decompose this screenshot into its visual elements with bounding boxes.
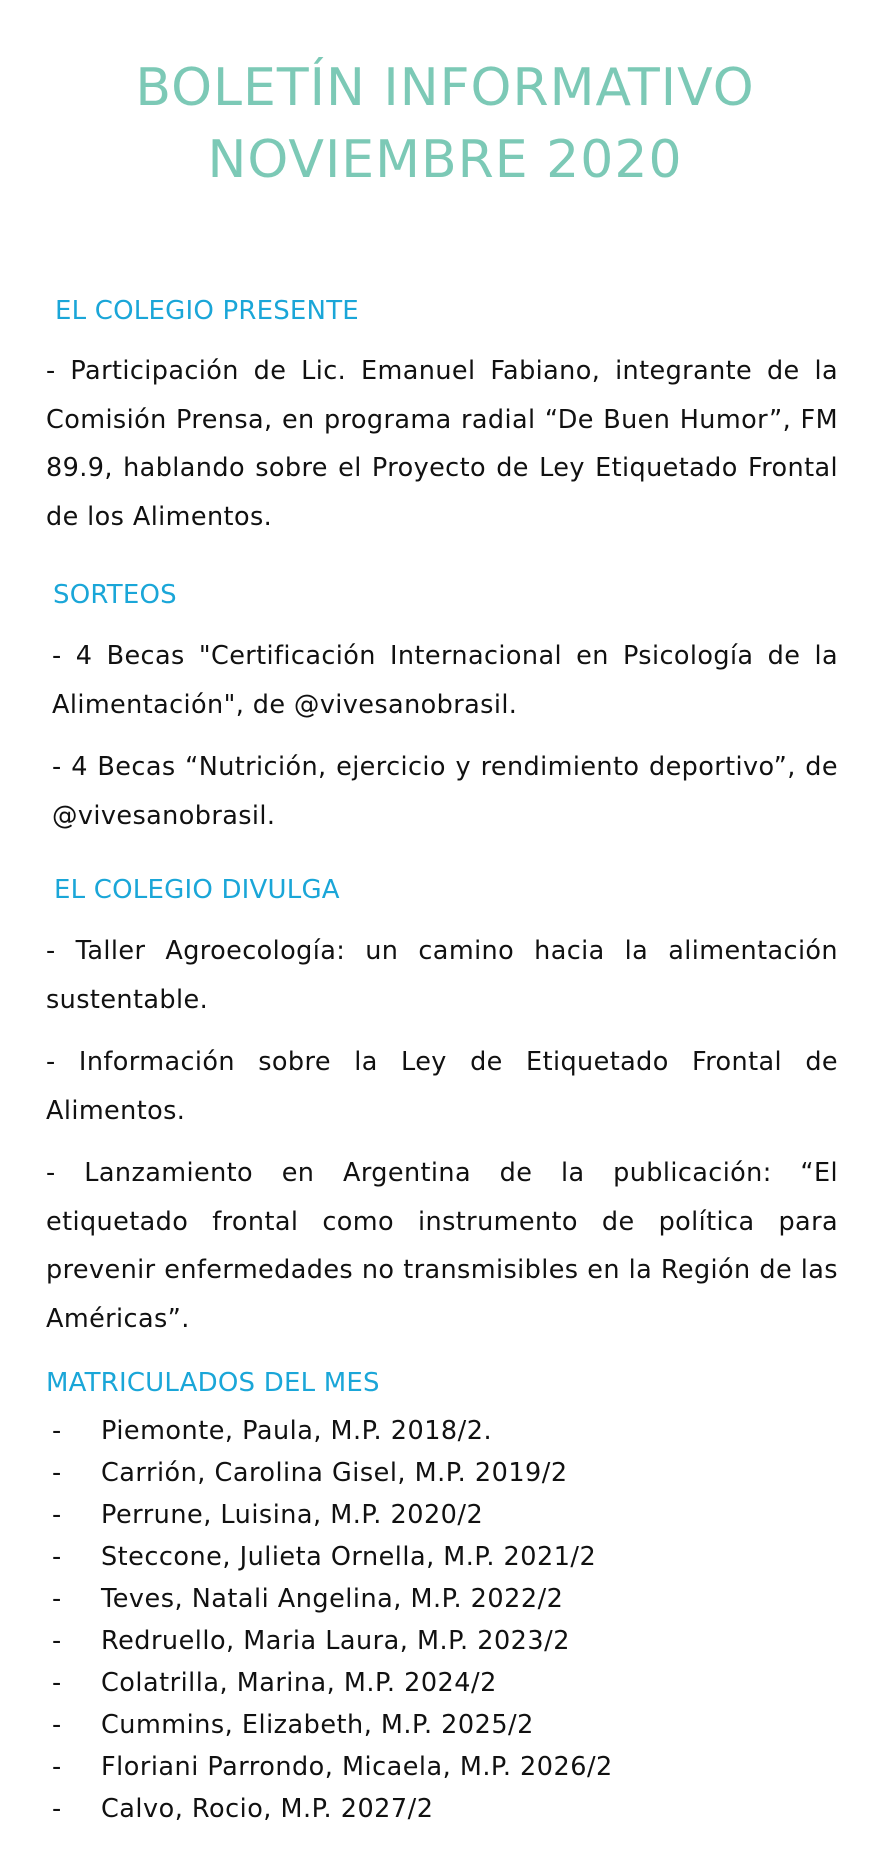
presente-item-1: - Participación de Lic. Emanuel Fabiano, integrante de la Comisión Prensa, en programa radial “De Buen Humor”, FM 89.9, hablando sobre el Proyecto de Ley Etiquetado Frontal de los Alimentos. — [46, 356, 838, 532]
list-item — [52, 1620, 613, 1662]
list-item — [52, 1536, 613, 1578]
list-dash: - — [52, 1794, 62, 1824]
list-item — [52, 1578, 613, 1620]
list-dash: - — [52, 1542, 62, 1572]
heading-matriculados: MATRICULADOS DEL MES — [46, 1368, 380, 1398]
heading-colegio-divulga: EL COLEGIO DIVULGA — [54, 875, 340, 905]
sorteos-item-1: - 4 Becas "Certificación Internacional en Psicología de la Alimentación", de @vivesanobrasil. — [52, 641, 838, 720]
list-item — [52, 1704, 613, 1746]
list-item-text: Piemonte, Paula, M.P. 2018/2. — [101, 1416, 493, 1446]
list-item — [52, 1410, 613, 1452]
title-line-1: BOLETÍN INFORMATIVO — [135, 58, 755, 118]
list-dash: - — [52, 1626, 62, 1656]
sorteos-item-2: - 4 Becas “Nutrición, ejercicio y rendimiento deportivo”, de @vivesanobrasil. — [52, 752, 838, 831]
title-line-2: NOVIEMBRE 2020 — [207, 130, 683, 190]
divulga-item-1: - Taller Agroecología: un camino hacia la alimentación sustentable. — [46, 936, 838, 1015]
list-dash: - — [52, 1584, 62, 1614]
list-item-text: Floriani Parrondo, Micaela, M.P. 2026/2 — [101, 1752, 613, 1782]
list-dash: - — [52, 1752, 62, 1782]
list-item — [52, 1662, 613, 1704]
list-dash: - — [52, 1458, 62, 1488]
heading-colegio-presente: EL COLEGIO PRESENTE — [55, 296, 359, 326]
list-item-text: Perrune, Luisina, M.P. 2020/2 — [101, 1500, 484, 1530]
list-item-text: Colatrilla, Marina, M.P. 2024/2 — [101, 1668, 497, 1698]
list-item-text: Calvo, Rocio, M.P. 2027/2 — [101, 1794, 434, 1824]
list-item-text: Steccone, Julieta Ornella, M.P. 2021/2 — [101, 1542, 597, 1572]
newsletter-title — [0, 52, 890, 196]
list-item — [52, 1788, 613, 1830]
list-item-text: Teves, Natali Angelina, M.P. 2022/2 — [101, 1584, 564, 1614]
list-item-text: Carrión, Carolina Gisel, M.P. 2019/2 — [101, 1458, 568, 1488]
list-item-text: Cummins, Elizabeth, M.P. 2025/2 — [101, 1710, 534, 1740]
matriculados-list — [52, 1410, 613, 1830]
list-item — [52, 1746, 613, 1788]
list-dash: - — [52, 1710, 62, 1740]
list-item — [52, 1494, 613, 1536]
list-dash: - — [52, 1416, 62, 1446]
list-dash: - — [52, 1500, 62, 1530]
divulga-item-2: - Información sobre la Ley de Etiquetado Frontal de Alimentos. — [46, 1047, 838, 1126]
list-dash: - — [52, 1668, 62, 1698]
heading-sorteos: SORTEOS — [53, 580, 177, 610]
list-item — [52, 1452, 613, 1494]
divulga-item-3: - Lanzamiento en Argentina de la publicación: “El etiquetado frontal como instrumento de política para prevenir enfermedades no transmisibles en la Región de las Américas”. — [46, 1158, 838, 1334]
list-item-text: Redruello, Maria Laura, M.P. 2023/2 — [101, 1626, 570, 1656]
